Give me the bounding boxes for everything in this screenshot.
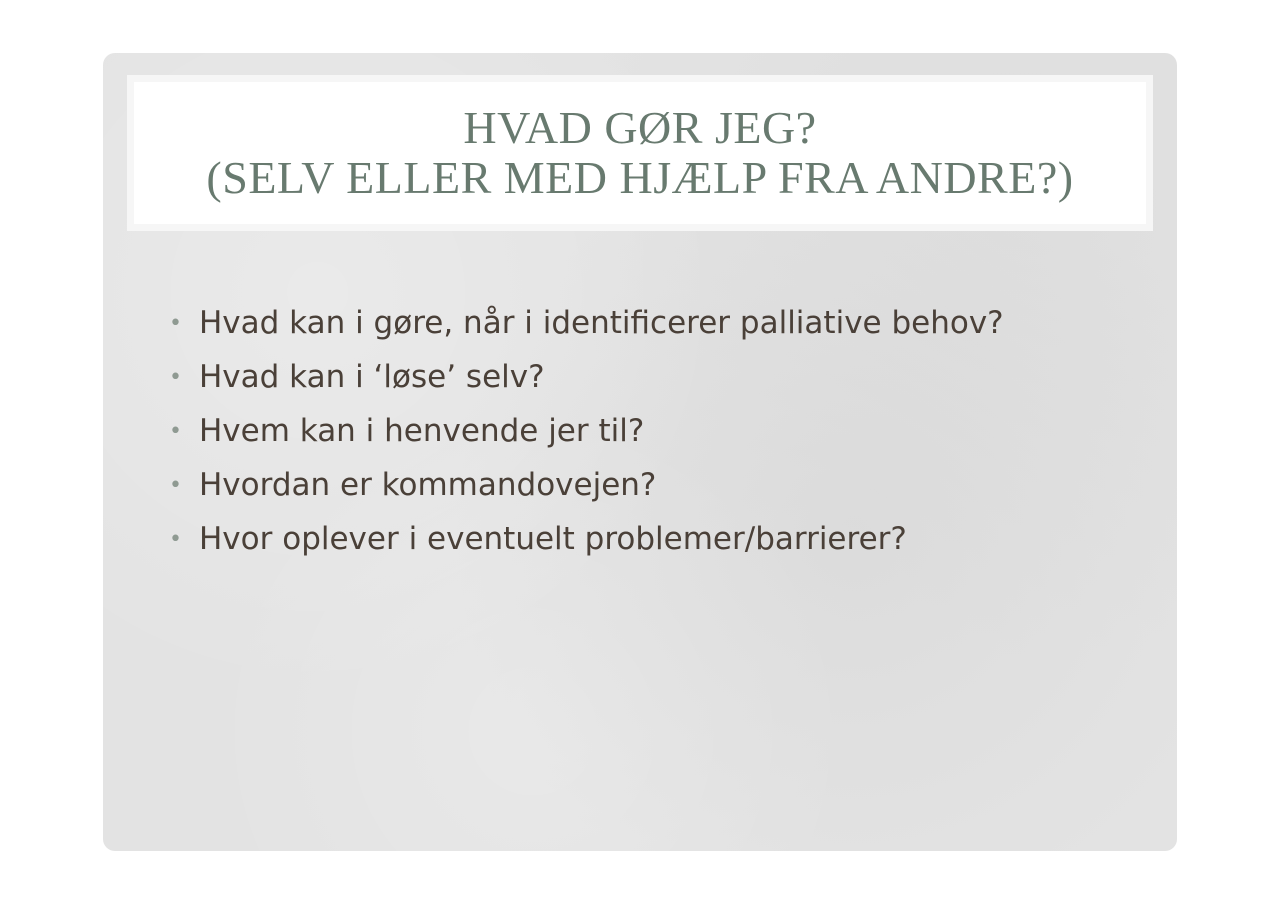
bullet-text: Hvordan er kommandovejen? [199,467,657,503]
bullet-item [169,359,1004,413]
slide-title-line-2: (SELV ELLER MED HJÆLP FRA ANDRE?) [206,152,1074,203]
slide [103,53,1177,851]
bullet-icon: • [169,473,182,498]
bullet-icon: • [169,311,182,336]
bullet-text: Hvem kan i henvende jer til? [199,413,645,449]
slide-title-line-1: HVAD GØR JEG? [463,102,817,153]
bullet-list [169,305,1004,575]
bullet-item [169,521,1004,575]
bullet-text: Hvor oplever i eventuelt problemer/barrierer? [199,521,907,557]
bullet-item [169,305,1004,359]
bullet-item [169,413,1004,467]
bullet-text: Hvad kan i ‘løse’ selv? [199,359,545,395]
bullet-icon: • [169,419,182,444]
bullet-item [169,467,1004,521]
title-box [127,75,1153,231]
bullet-icon: • [169,527,182,552]
bullet-text: Hvad kan i gøre, når i identificerer palliative behov? [199,305,1004,341]
bullet-icon: • [169,365,182,390]
